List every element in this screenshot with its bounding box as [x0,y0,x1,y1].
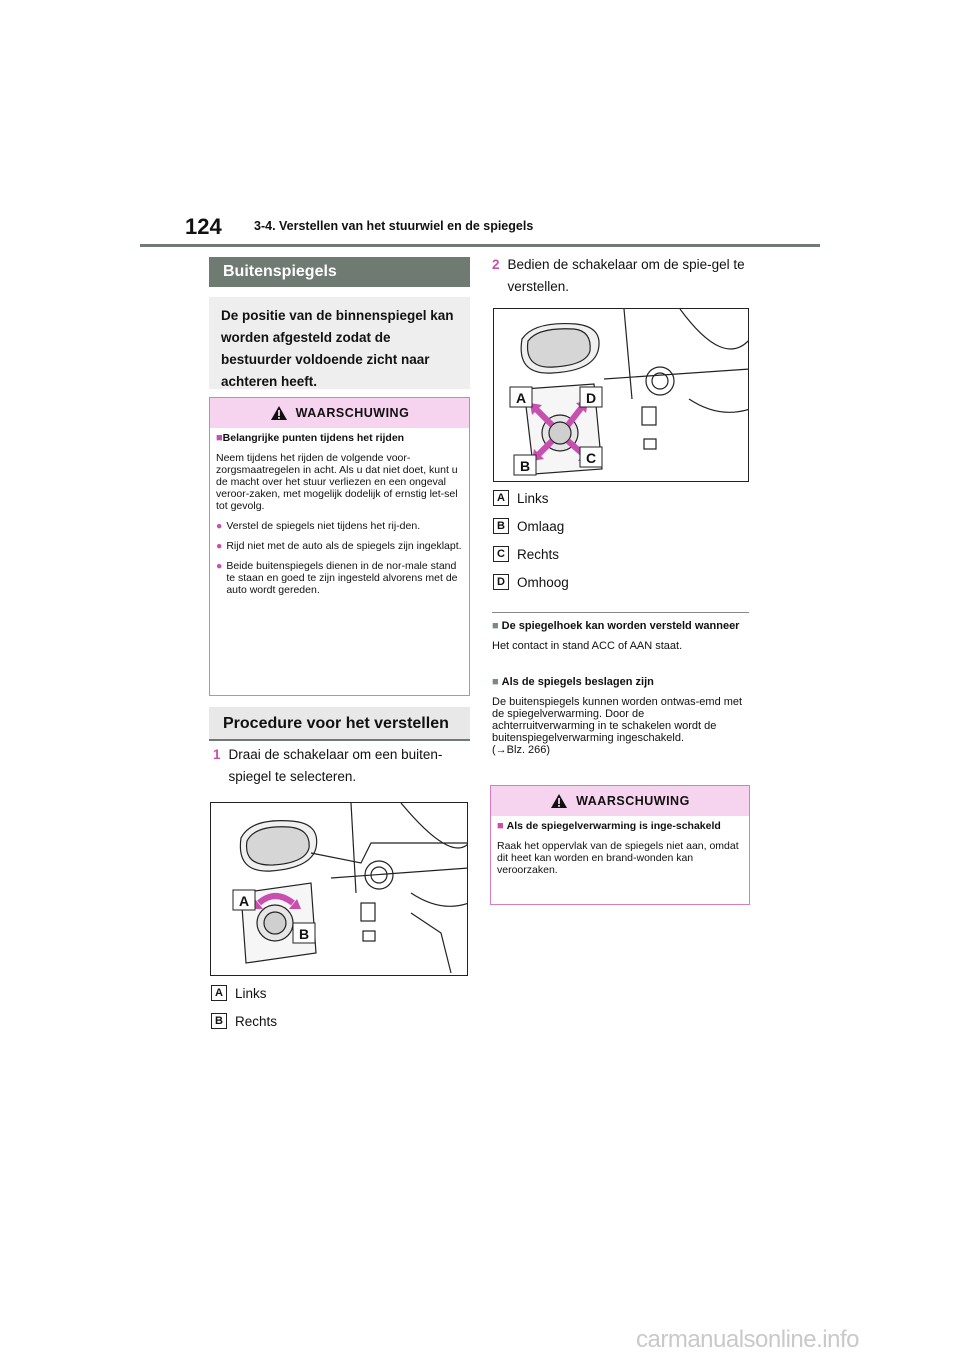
legend-key: B [211,1013,227,1029]
step-2 [492,254,749,298]
fig2-label-b: B [520,458,531,474]
square-bullet-icon: ■ [497,820,504,832]
note-text: Het contact in stand ACC of AAN staat. [492,640,683,652]
warning-paragraph: Neem tijdens het rijden de volgende voor-zorgsmaatregelen in acht. Als u dat niet doet, kunt u de macht over het stuur verliezen en een ongeval veroor-zaken, met mogelijk dodelijk of ernstig let-sel tot gevolg. [216,452,458,512]
warning-header [210,398,469,428]
step-text: Bedien de schakelaar om de spie-gel te verstellen. [507,257,745,294]
warning-triangle-icon [270,405,288,421]
legend-key: A [211,985,227,1001]
legend-key: C [493,546,509,562]
circle-bullet-icon: ● [216,520,223,532]
step-1 [213,744,470,788]
warning-bullet: ● Verstel de spiegels niet tijdens het rij-den. [216,520,421,532]
note-title: De spiegelhoek kan worden versteld wanneer [501,620,740,632]
legend-text: Links [517,490,549,506]
section-title: 3-4. Verstellen van het stuurwiel en de spiegels [254,219,534,233]
warning-title: WAARSCHUWING [295,406,410,420]
warning-subheading: Als de spiegelverwarming is inge-schakeld [506,820,721,832]
legend-item [211,1013,277,1029]
warning-subheading: Belangrijke punten tijdens het rijden [222,432,405,444]
warning-paragraph: Raak het oppervlak van de spiegels niet aan, omdat dit heet kan worden en brand-wonden kan veroorzaken. [497,840,739,876]
legend-key: D [493,574,509,590]
warning-header [491,786,749,816]
legend-item [493,518,569,534]
square-bullet-icon: ■ [492,676,499,688]
header-rule [140,244,820,247]
fig1-label-a: A [239,893,250,909]
square-bullet-icon: ■ [492,620,499,632]
notes-divider [492,612,749,613]
page-reference: (→Blz. 266) [492,744,551,756]
note-title: Als de spiegels beslagen zijn [501,676,654,688]
note-1 [492,620,749,652]
warning-bullet: ● Rijd niet met de auto als de spiegels zijn ingeklapt. [216,540,462,552]
legend-key: A [493,490,509,506]
legend-text: Rechts [235,1013,278,1029]
fig2-label-a: A [516,390,527,406]
legend-key: B [493,518,509,534]
warning-bullet: ● Beide buitenspiegels dienen in de nor-male stand te staan en goed te zijn ingesteld alvorens met de auto wordt gereden. [216,560,458,596]
legend-item [493,546,569,562]
legend-text: Omhoog [517,574,569,590]
fig1-label-b: B [299,926,310,942]
page-number: 124 [185,214,222,239]
step-number: 1 [213,747,221,762]
warning-triangle-icon [550,793,568,809]
legend-2 [493,490,569,590]
circle-bullet-icon: ● [216,540,223,552]
mirror-switch-illustration [211,803,468,976]
figure-mirror-adjust [493,308,749,482]
legend-item [211,985,277,1001]
step-text: Draai de schakelaar om een buiten-spiegel te selecteren. [228,747,443,784]
square-bullet-icon: ■ [216,432,223,444]
step-number: 2 [492,257,500,272]
watermark-logo: carmanualsonline.info [636,1326,859,1353]
circle-bullet-icon: ● [216,560,223,572]
intro-box: De positie van de binnenspiegel kan worden afgesteld zodat de bestuurder voldoende zicht naar achteren heeft. [209,297,470,389]
legend-text: Omlaag [517,518,565,534]
legend-item [493,574,569,590]
heading-procedure: Procedure voor het verstellen [209,707,470,741]
note-2 [492,676,749,756]
warning-box-1 [209,397,470,696]
warning-box-2 [490,785,750,905]
heading-buitenspiegels: Buitenspiegels [209,257,470,287]
note-text: De buitenspiegels kunnen worden ontwas-emd met de spiegelverwarming. Door de achterruitverwarming in te schakelen wordt de buitenspiegelverwarming ingeschakeld. [492,696,743,744]
legend-text: Rechts [517,546,560,562]
warning-title: WAARSCHUWING [576,794,690,808]
mirror-adjust-illustration [494,309,749,482]
legend-1 [211,985,277,1029]
fig2-label-c: C [586,450,597,466]
fig2-label-d: D [586,390,597,406]
legend-text: Links [235,985,267,1001]
legend-item [493,490,569,506]
figure-mirror-selector [210,802,468,976]
